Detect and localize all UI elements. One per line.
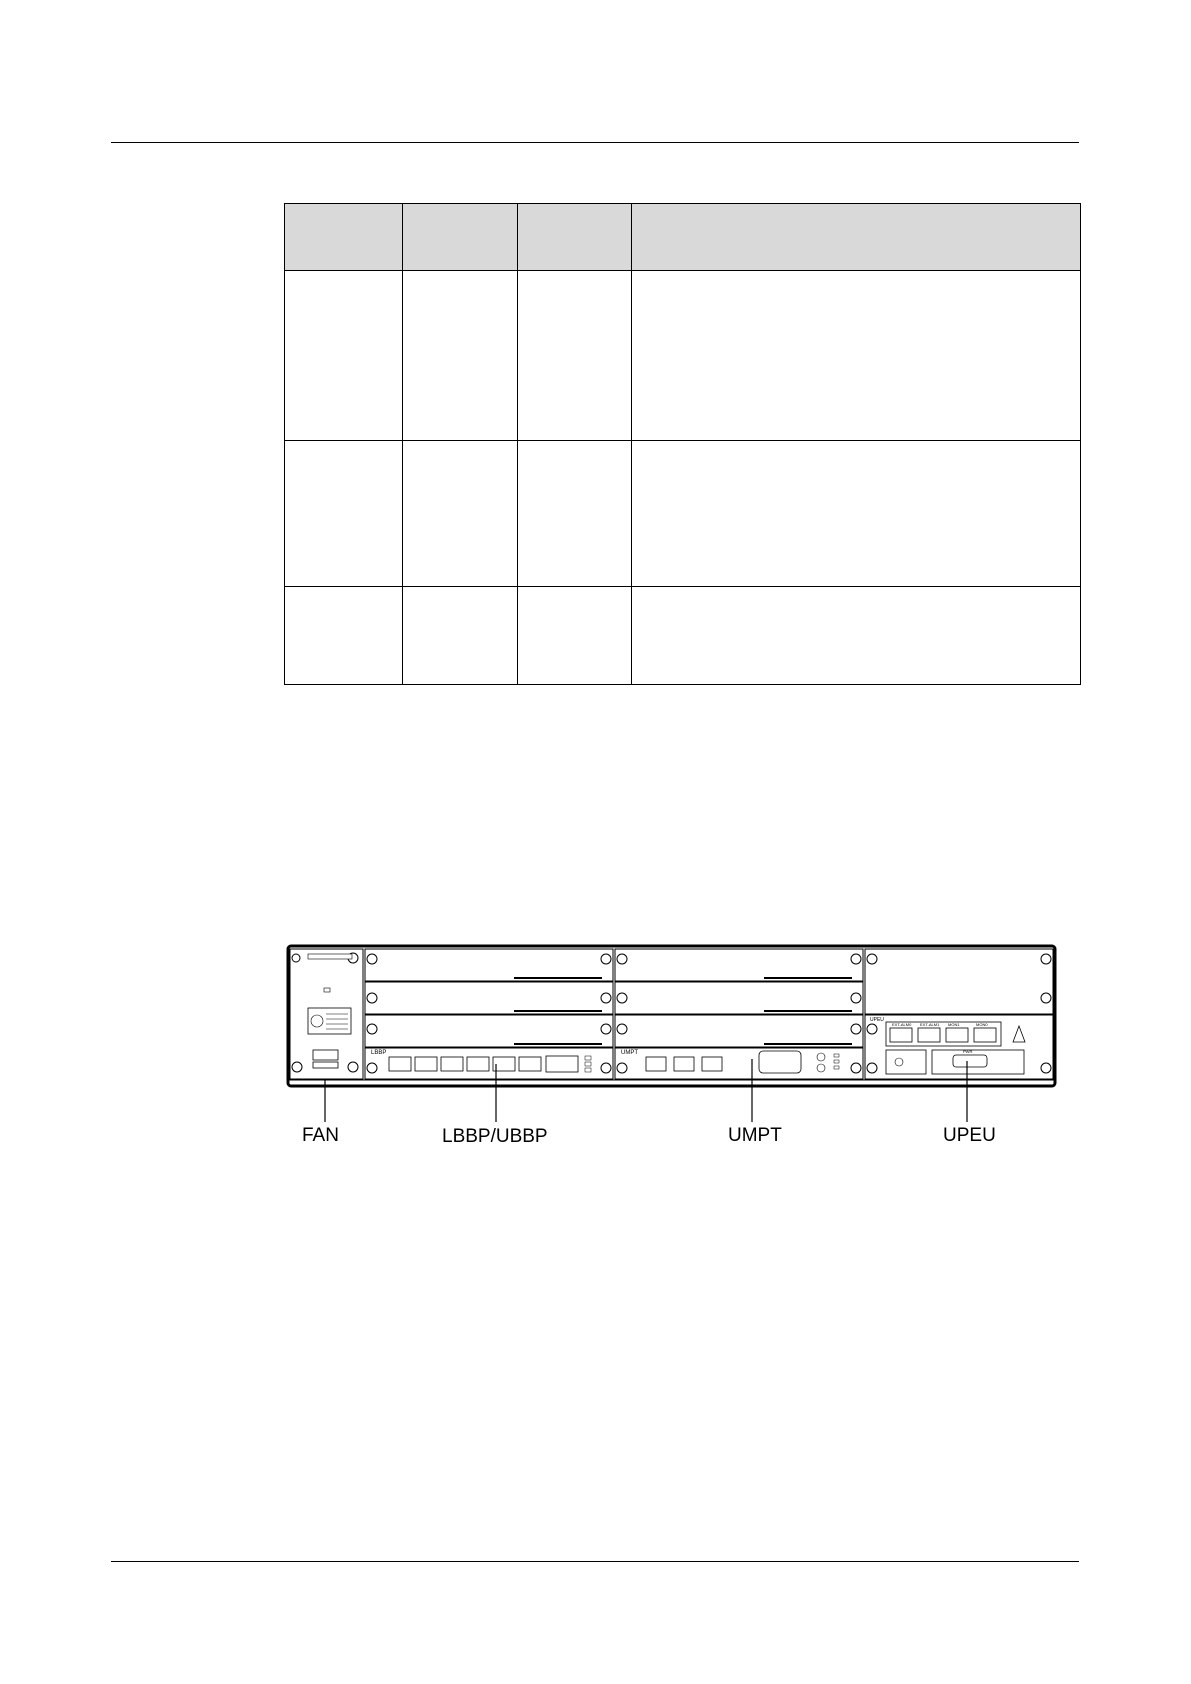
upeu-port-label: MON0 xyxy=(976,1022,988,1027)
table-header-cell xyxy=(632,204,1081,271)
table-row xyxy=(285,587,1081,685)
umpt-board-label: UMPT xyxy=(621,1050,638,1056)
spec-table xyxy=(284,203,1081,685)
bbu-front-panel-figure xyxy=(284,944,1059,1154)
upeu-board-label: UPEU xyxy=(870,1017,884,1023)
callout-fan: FAN xyxy=(302,1125,339,1146)
upeu-port-label: MON1 xyxy=(948,1022,960,1027)
upeu-port-label: EXT-ALM1 xyxy=(920,1022,940,1027)
table-cell xyxy=(285,441,403,587)
table-header-cell xyxy=(403,204,518,271)
table-cell xyxy=(632,587,1081,685)
table-header-row xyxy=(285,204,1081,271)
table-cell xyxy=(518,441,632,587)
callout-upeu: UPEU xyxy=(943,1125,996,1146)
callout-umpt: UMPT xyxy=(728,1125,782,1146)
table-header-cell xyxy=(285,204,403,271)
table-cell xyxy=(632,271,1081,441)
table-header-cell xyxy=(518,204,632,271)
middle-slots xyxy=(615,949,863,1079)
table-cell xyxy=(632,441,1081,587)
table-cell xyxy=(285,587,403,685)
bbu-chassis-drawing xyxy=(284,944,1059,1124)
header-rule xyxy=(111,142,1079,143)
table-cell xyxy=(518,271,632,441)
fan-module xyxy=(290,949,363,1079)
table-cell xyxy=(403,271,518,441)
table-cell xyxy=(285,271,403,441)
right-slots xyxy=(865,949,1053,1079)
lbbp-board-label: LBBP xyxy=(371,1050,387,1056)
table-cell xyxy=(403,441,518,587)
left-slots xyxy=(365,949,613,1079)
table-row xyxy=(285,271,1081,441)
table-row xyxy=(285,441,1081,587)
table-cell xyxy=(403,587,518,685)
table-cell xyxy=(518,587,632,685)
pwr-label: PWR xyxy=(963,1049,973,1054)
upeu-port-label: EXT-ALM0 xyxy=(892,1022,912,1027)
callout-lbbp-ubbp: LBBP/UBBP xyxy=(442,1126,548,1147)
footer-rule xyxy=(111,1561,1079,1562)
